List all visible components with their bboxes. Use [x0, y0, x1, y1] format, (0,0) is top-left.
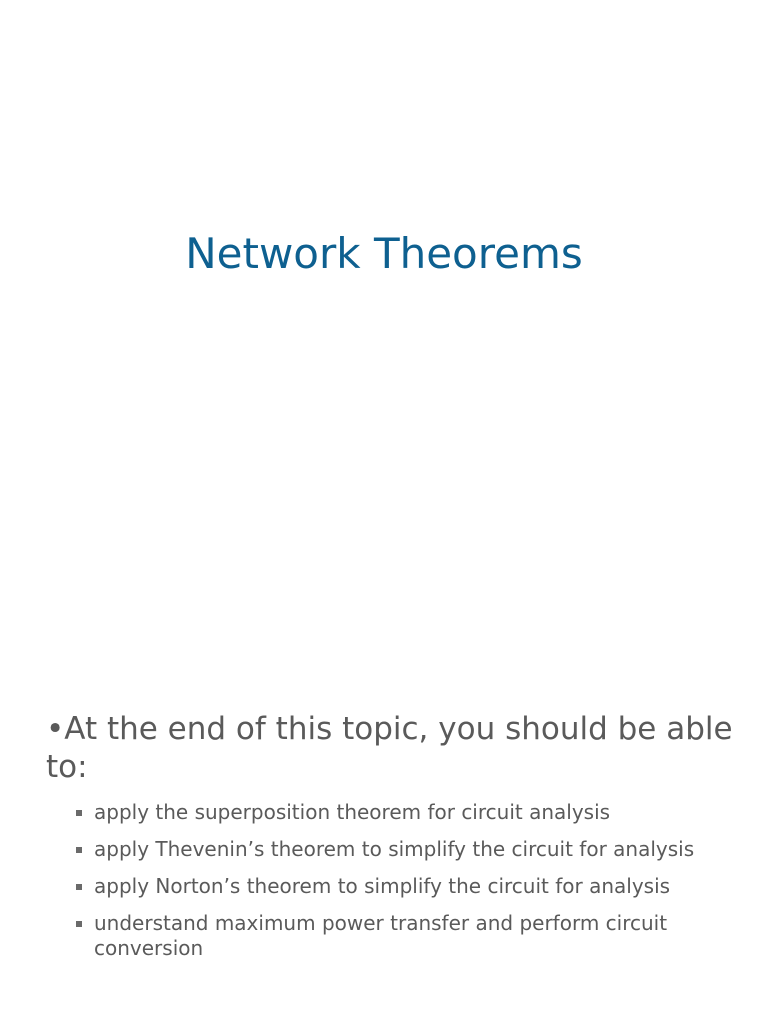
square-bullet-icon: [76, 847, 82, 853]
objective-text: apply Norton’s theorem to simplify the circuit for analysis: [94, 874, 671, 898]
square-bullet-icon: [76, 921, 82, 927]
objective-text: understand maximum power transfer and perform circuit conversion: [94, 911, 668, 960]
objective-text: apply the superposition theorem for circuit analysis: [94, 800, 611, 824]
objective-text: apply Thevenin’s theorem to simplify the circuit for analysis: [94, 837, 695, 861]
list-item: [76, 911, 736, 961]
list-item: [76, 874, 736, 899]
list-item: [76, 837, 736, 862]
intro-text: •At the end of this topic, you should be able to:: [46, 711, 733, 785]
objectives-list: [76, 800, 736, 973]
square-bullet-icon: [76, 810, 82, 816]
list-item: [76, 800, 736, 825]
square-bullet-icon: [76, 884, 82, 890]
slide-title: Network Theorems: [185, 229, 583, 278]
